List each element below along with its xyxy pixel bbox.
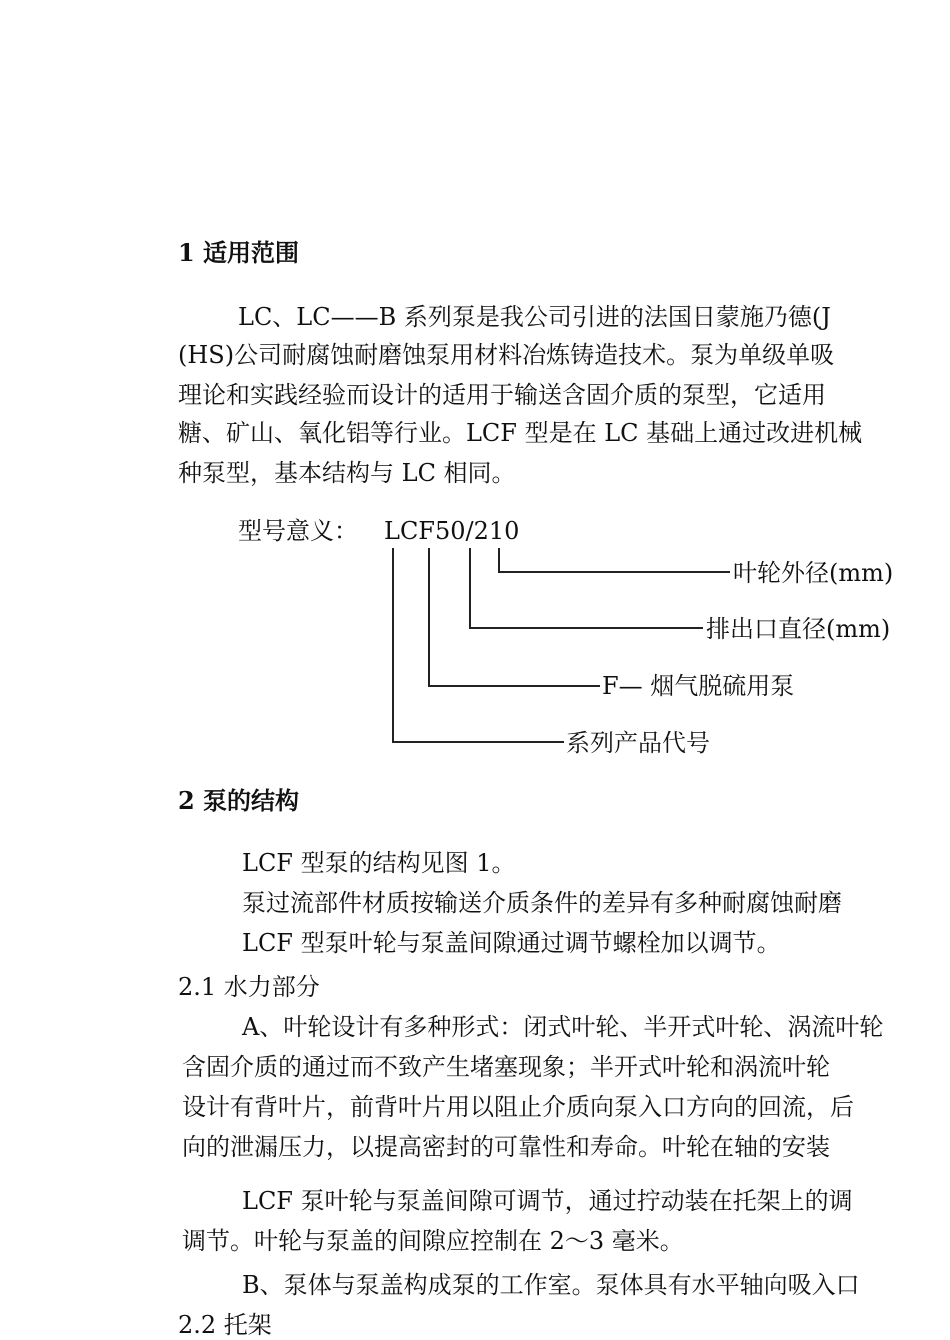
intro-line-1: LC、LC——B 系列泵是我公司引进的法国日蒙施乃德(J	[238, 303, 831, 331]
section-heading-bracket: 2.2 托架	[178, 1311, 272, 1339]
intro-line-2: (HS)公司耐腐蚀耐磨蚀泵用材料冶炼铸造技术。泵为单级单吸	[178, 341, 835, 369]
series-connector	[392, 548, 394, 742]
hydraulic-line-1: A、叶轮设计有多种形式：闭式叶轮、半开式叶轮、涡流叶轮	[242, 1013, 884, 1041]
impeller-diameter-leader	[498, 571, 730, 573]
label-impeller-diameter: 叶轮外径(mm)	[733, 559, 894, 587]
structure-line-2: 泵过流部件材质按输送介质条件的差异有多种耐腐蚀耐磨	[242, 889, 842, 917]
model-meaning-label: 型号意义：	[238, 517, 358, 545]
section-heading-structure: 2 泵的结构	[178, 786, 300, 815]
fgd-leader	[428, 685, 600, 687]
structure-line-1: LCF 型泵的结构见图 1。	[242, 849, 516, 877]
series-leader	[392, 741, 564, 743]
hydraulic-line-3: 设计有背叶片，前背叶片用以阻止介质向泵入口方向的回流，后	[182, 1093, 854, 1121]
hydraulic-line-5: LCF 泵叶轮与泵盖间隙可调节，通过拧动装在托架上的调	[242, 1187, 853, 1215]
hydraulic-line-2: 含固介质的通过而不致产生堵塞现象；半开式叶轮和涡流叶轮	[182, 1053, 830, 1081]
structure-line-3: LCF 型泵叶轮与泵盖间隙通过调节螺栓加以调节。	[242, 929, 781, 957]
section-heading-scope: 1 适用范围	[178, 238, 300, 267]
hydraulic-line-6: 调节。叶轮与泵盖的间隙应控制在 2～3 毫米。	[182, 1227, 684, 1255]
intro-line-4: 糖、矿山、氧化铝等行业。LCF 型是在 LC 基础上通过改进机械	[178, 419, 863, 447]
model-code: LCF50/210	[384, 517, 520, 545]
outlet-diameter-leader	[469, 627, 703, 629]
hydraulic-line-7: B、泵体与泵盖构成泵的工作室。泵体具有水平轴向吸入口	[242, 1271, 860, 1299]
intro-line-3: 理论和实践经验而设计的适用于输送含固介质的泵型，它适用	[178, 381, 826, 409]
outlet-diameter-connector	[469, 548, 471, 628]
impeller-diameter-connector	[498, 548, 500, 572]
label-outlet-diameter: 排出口直径(mm)	[706, 615, 891, 643]
label-fgd-pump: F— 烟气脱硫用泵	[602, 672, 795, 700]
hydraulic-line-4: 向的泄漏压力，以提高密封的可靠性和寿命。叶轮在轴的安装	[182, 1133, 830, 1161]
label-series-code: 系列产品代号	[566, 729, 710, 757]
intro-line-5: 种泵型，基本结构与 LC 相同。	[178, 459, 516, 487]
section-heading-hydraulic: 2.1 水力部分	[178, 973, 320, 1001]
fgd-connector	[428, 548, 430, 686]
